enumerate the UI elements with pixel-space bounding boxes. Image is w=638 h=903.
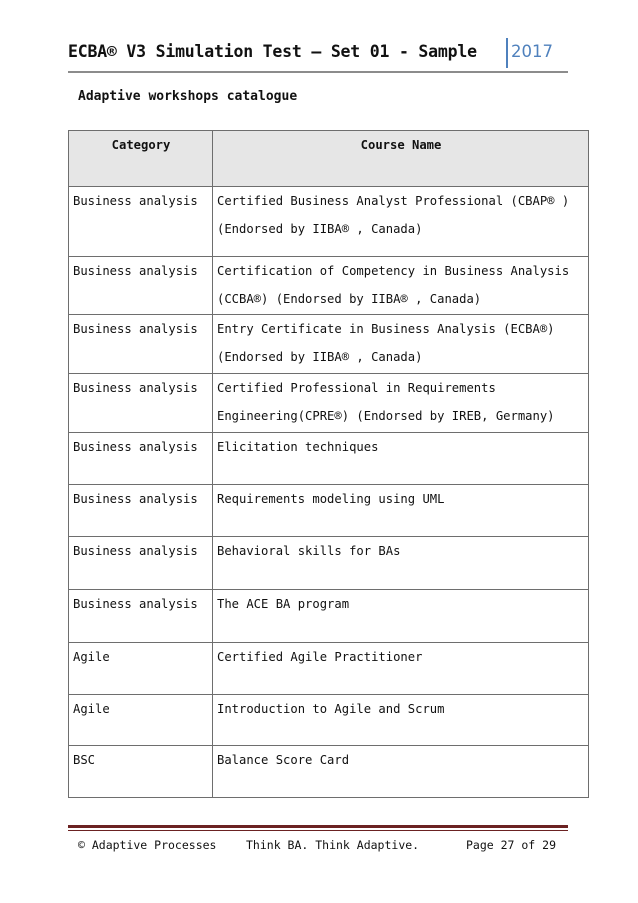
table-row <box>69 537 589 590</box>
category-cell: Business analysis <box>69 257 213 315</box>
table-row <box>69 590 589 643</box>
header-rule <box>68 71 568 73</box>
course-name-line: (Endorsed by IIBA® , Canada) <box>217 350 423 364</box>
footer-rule-thin <box>68 830 568 831</box>
course-name-line: Behavioral skills for BAs <box>217 544 401 558</box>
table-row <box>69 374 589 433</box>
footer-copyright: © Adaptive Processes <box>78 838 217 852</box>
table-row <box>69 433 589 485</box>
course-name-line: (Endorsed by IIBA® , Canada) <box>217 222 423 236</box>
course-name-cell <box>213 315 589 374</box>
category-cell: BSC <box>69 746 213 798</box>
course-name-cell <box>213 537 589 590</box>
category-cell: Business analysis <box>69 537 213 590</box>
course-name-line: Engineering(CPRE®) (Endorsed by IREB, Germany) <box>217 409 555 423</box>
course-name-line: Elicitation techniques <box>217 440 379 454</box>
category-cell: Agile <box>69 643 213 695</box>
course-name-cell <box>213 590 589 643</box>
course-name-line: Certification of Competency in Business Analysis <box>217 264 570 278</box>
course-name-cell <box>213 433 589 485</box>
category-cell: Business analysis <box>69 590 213 643</box>
course-name-cell <box>213 695 589 746</box>
table-row <box>69 485 589 537</box>
header-title: ECBA® V3 Simulation Test – Set 01 - Sample <box>68 42 477 61</box>
course-name-cell <box>213 746 589 798</box>
course-name-line: The ACE BA program <box>217 597 350 611</box>
course-name-line: Entry Certificate in Business Analysis (ECBA®) <box>217 322 555 336</box>
table-row <box>69 643 589 695</box>
footer-rule <box>68 825 568 828</box>
table-row <box>69 187 589 257</box>
footer-tagline: Think BA. Think Adaptive. <box>246 838 420 852</box>
footer-page-number: Page 27 of 29 <box>466 838 557 852</box>
table-row <box>69 257 589 315</box>
table-row <box>69 315 589 374</box>
course-name-cell <box>213 643 589 695</box>
header-year: 2017 <box>511 42 553 61</box>
category-cell: Business analysis <box>69 315 213 374</box>
course-name-cell <box>213 374 589 433</box>
course-name-line: Certified Professional in Requirements <box>217 381 496 395</box>
course-name-cell <box>213 485 589 537</box>
table-header-row <box>69 131 589 187</box>
category-cell: Business analysis <box>69 485 213 537</box>
page-header <box>68 38 568 72</box>
header-divider <box>506 38 508 68</box>
course-name-line: Certified Agile Practitioner <box>217 650 423 664</box>
course-name-line: (CCBA®) (Endorsed by IIBA® , Canada) <box>217 292 482 306</box>
course-name-line: Certified Business Analyst Professional (CBAP® ) <box>217 194 570 208</box>
course-name-cell <box>213 187 589 257</box>
course-name-line: Introduction to Agile and Scrum <box>217 702 445 716</box>
course-name-cell <box>213 257 589 315</box>
category-cell: Agile <box>69 695 213 746</box>
table-row <box>69 695 589 746</box>
section-title: Adaptive workshops catalogue <box>78 89 298 104</box>
category-header: Category <box>69 131 213 187</box>
course-name-line: Balance Score Card <box>217 753 350 767</box>
course-name-line: Requirements modeling using UML <box>217 492 445 506</box>
table-row <box>69 746 589 798</box>
workshops-table <box>68 130 589 798</box>
category-cell: Business analysis <box>69 374 213 433</box>
category-cell: Business analysis <box>69 433 213 485</box>
category-cell: Business analysis <box>69 187 213 257</box>
course-name-header: Course Name <box>213 131 589 187</box>
